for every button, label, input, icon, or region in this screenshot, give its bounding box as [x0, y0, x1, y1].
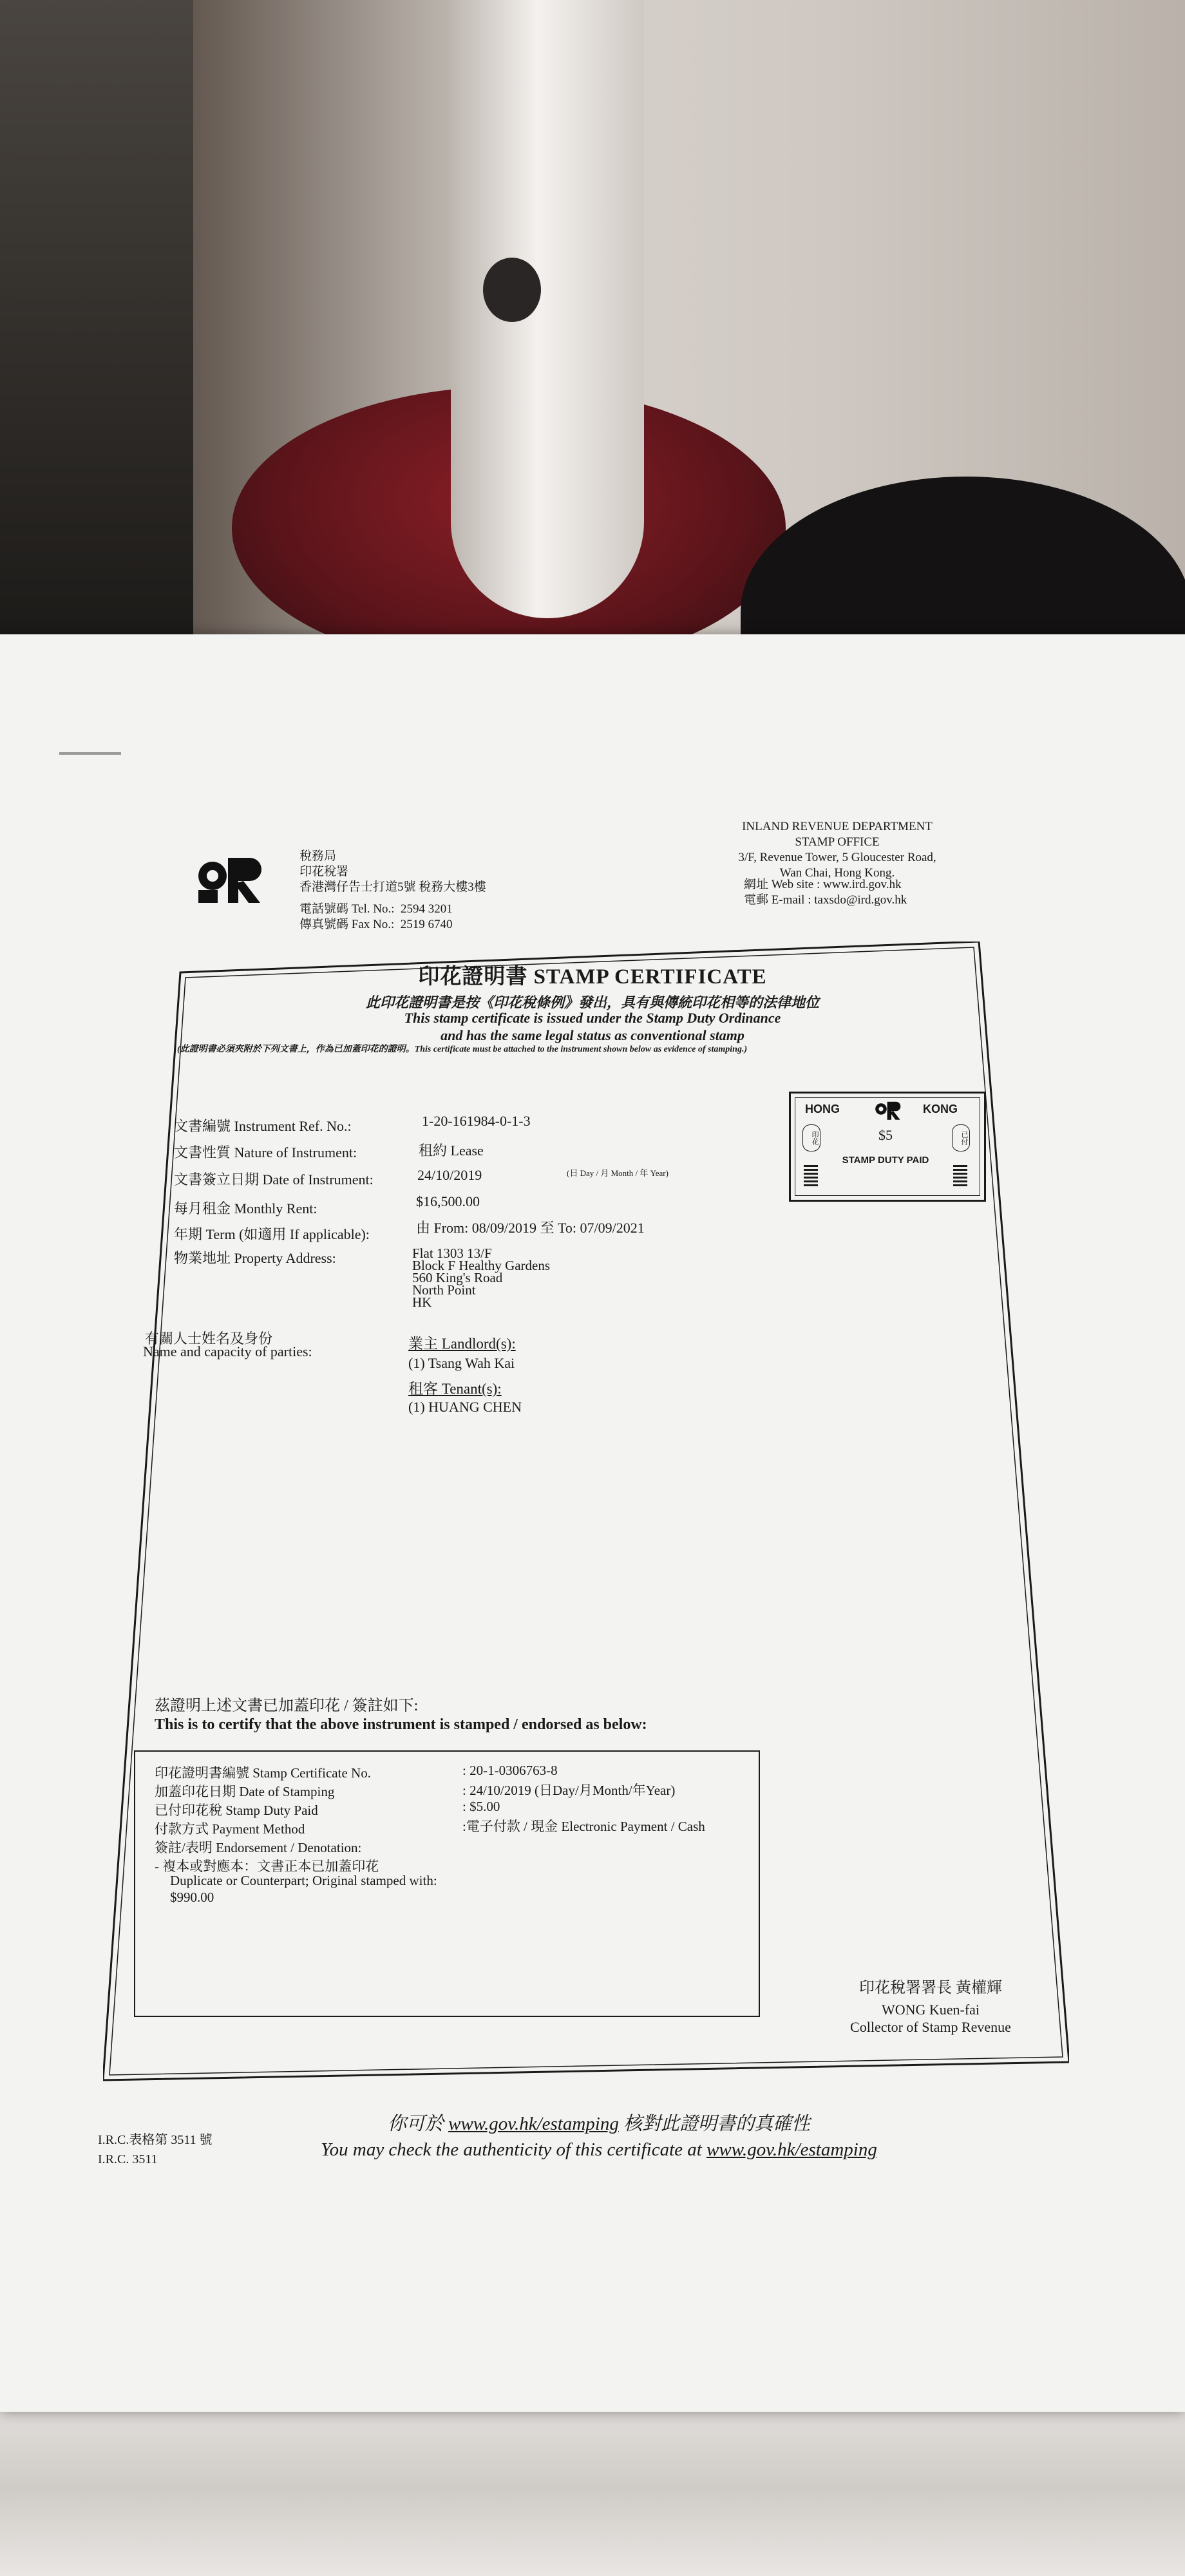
background-cabinet	[0, 0, 193, 644]
collector-title-en: Collector of Stamp Revenue	[850, 2019, 1011, 2035]
verify-en-line	[277, 2139, 921, 2161]
address-line-4: North Point	[412, 1282, 476, 1298]
stamp-right-ornament	[953, 1163, 967, 1186]
duty-paid-label: 已付印花稅 Stamp Duty Paid	[155, 1803, 318, 1818]
duplicate-amount: $990.00	[170, 1889, 214, 1905]
legal-status-en-1: This stamp certificate is issued under the Stamp Duty Ordinance	[404, 1010, 781, 1026]
duplicate-en: Duplicate or Counterpart; Original stamped with:	[170, 1873, 437, 1888]
address-line-2: Block F Healthy Gardens	[412, 1258, 551, 1273]
form-number-en: I.R.C. 3511	[98, 2152, 158, 2166]
fax-value: 2519 6740	[400, 918, 453, 931]
date-label: 文書簽立日期 Date of Instrument:	[174, 1171, 374, 1188]
dept-zh: 稅務局	[299, 849, 337, 863]
stamp-kong: KONG	[923, 1103, 958, 1115]
office-en: STAMP OFFICE	[795, 835, 880, 849]
payment-method-value: :電子付款 / 現金 Electronic Payment / Cash	[462, 1819, 705, 1834]
stamp-left-seal: 印花	[802, 1124, 820, 1151]
web-row	[744, 877, 1027, 893]
email-row	[744, 893, 1027, 908]
term-value: 由 From: 08/09/2019 至 To: 07/09/2021	[416, 1220, 645, 1236]
legal-status-zh: 此印花證明書是按《印花稅條例》發出，具有與傳統印花相等的法律地位	[365, 994, 819, 1010]
background-appliance	[451, 0, 644, 618]
term-label: 年期 Term (如適用 If applicable):	[174, 1226, 370, 1242]
tel-row	[299, 902, 609, 917]
verify-zh-line	[277, 2109, 921, 2136]
fax-row	[299, 917, 609, 933]
payment-method-label: 付款方式 Payment Method	[155, 1821, 305, 1837]
stamping-date-value: : 24/10/2019 (日Day/月Month/年Year)	[462, 1783, 676, 1798]
verify-url-link-zh[interactable]: www.gov.hk/estamping	[448, 2114, 619, 2134]
monthly-rent-value: $16,500.00	[416, 1193, 480, 1209]
stamp-hong: HONG	[805, 1103, 840, 1115]
stamp-paid-text: STAMP DUTY PAID	[842, 1155, 929, 1166]
web-label: 網址 Web site :	[744, 878, 820, 891]
instrument-ref-label: 文書編號 Instrument Ref. No.:	[174, 1118, 352, 1134]
address-en-1: 3/F, Revenue Tower, 5 Gloucester Road,	[738, 851, 936, 864]
landlord-value: (1) Tsang Wah Kai	[408, 1355, 515, 1371]
staple-mark	[59, 752, 121, 755]
stamp-right-seal: 已付	[952, 1124, 970, 1151]
office-header-en	[696, 819, 979, 881]
verify-en-text: You may check the authenticity of this certificate at	[321, 2139, 702, 2160]
address-en-2: Wan Chai, Hong Kong.	[779, 866, 895, 880]
email-value: taxsdo@ird.gov.hk	[814, 893, 907, 907]
legal-status-en-2: and has the same legal status as conventional stamp	[441, 1027, 744, 1043]
verify-url-link-en[interactable]: www.gov.hk/estamping	[706, 2139, 877, 2160]
instrument-ref-value: 1-20-161984-0-1-3	[422, 1113, 531, 1129]
verify-zh-suffix: 核對此證明書的真確性	[623, 2114, 811, 2134]
office-header-zh	[299, 849, 609, 933]
tenant-value: (1) HUANG CHEN	[408, 1399, 522, 1415]
collector-name: WONG Kuen-fai	[881, 2002, 980, 2018]
background-appliance-button	[483, 258, 541, 322]
cert-no-value: : 20-1-0306763-8	[462, 1763, 558, 1778]
email-label: 電郵 E-mail :	[744, 893, 811, 907]
office-zh: 印花稅署	[299, 865, 349, 878]
nature-value: 租約 Lease	[419, 1142, 484, 1159]
endorsement-label: 簽註/表明 Endorsement / Denotation:	[155, 1840, 362, 1855]
form-number-zh: I.R.C.表格第 3511 號	[98, 2133, 213, 2147]
parties-label-en: Name and capacity of parties:	[143, 1343, 312, 1359]
nature-label: 文書性質 Nature of Instrument:	[174, 1144, 357, 1160]
fax-label: 傳真號碼 Fax No.:	[299, 918, 395, 931]
parties-label-zh: 有關人士姓名及身份	[145, 1331, 273, 1347]
date-value: 24/10/2019	[417, 1167, 482, 1183]
address-line-1: Flat 1303 13/F	[412, 1245, 492, 1261]
certificate-title: 印花證明書 STAMP CERTIFICATE	[418, 965, 767, 989]
stamping-date-label: 加蓋印花日期 Date of Stamping	[155, 1784, 335, 1799]
verify-zh-prefix: 你可於	[387, 2114, 444, 2134]
address-line-3: 560 King's Road	[412, 1270, 503, 1285]
landlord-label: 業主 Landlord(s):	[408, 1336, 516, 1352]
monthly-rent-label: 每月租金 Monthly Rent:	[174, 1200, 318, 1217]
ird-logo-icon	[193, 850, 270, 908]
attach-note: (此證明書必須夾附於下列文書上，作為已加蓋印花的證明。This certificate must be attached to the instrument shown below as evidence of stamping.)	[177, 1045, 748, 1054]
tenant-label: 租客 Tenant(s):	[408, 1381, 502, 1397]
tel-value: 2594 3201	[401, 902, 453, 916]
duplicate-zh: - 複本或對應本：文書正本已加蓋印花	[155, 1859, 379, 1874]
certify-en: This is to certify that the above instrument is stamped / endorsed as below:	[155, 1716, 647, 1733]
stamp-logo-icon	[873, 1099, 904, 1122]
certify-zh: 茲證明上述文書已加蓋印花 / 簽註如下:	[155, 1698, 419, 1714]
stamp-amount: $5	[878, 1127, 893, 1143]
tel-label: 電話號碼 Tel. No.:	[299, 902, 395, 916]
date-format-hint: (日 Day / 月 Month / 年 Year)	[567, 1168, 668, 1178]
address-line-5: HK	[412, 1294, 432, 1310]
dept-en: INLAND REVENUE DEPARTMENT	[742, 820, 933, 833]
stamp-left-ornament	[804, 1163, 818, 1186]
office-contact	[744, 877, 1027, 908]
cert-no-label: 印花證明書編號 Stamp Certificate No.	[155, 1765, 371, 1781]
property-address-label: 物業地址 Property Address:	[174, 1250, 336, 1266]
web-value: www.ird.gov.hk	[823, 878, 902, 891]
address-zh: 香港灣仔告士打道5號 稅務大樓3樓	[299, 880, 486, 894]
duty-paid-value: : $5.00	[462, 1799, 500, 1814]
collector-title-zh: 印花稅署署長 黃權輝	[859, 1980, 1002, 1996]
stamp-duty-paid-stamp	[789, 1092, 986, 1202]
